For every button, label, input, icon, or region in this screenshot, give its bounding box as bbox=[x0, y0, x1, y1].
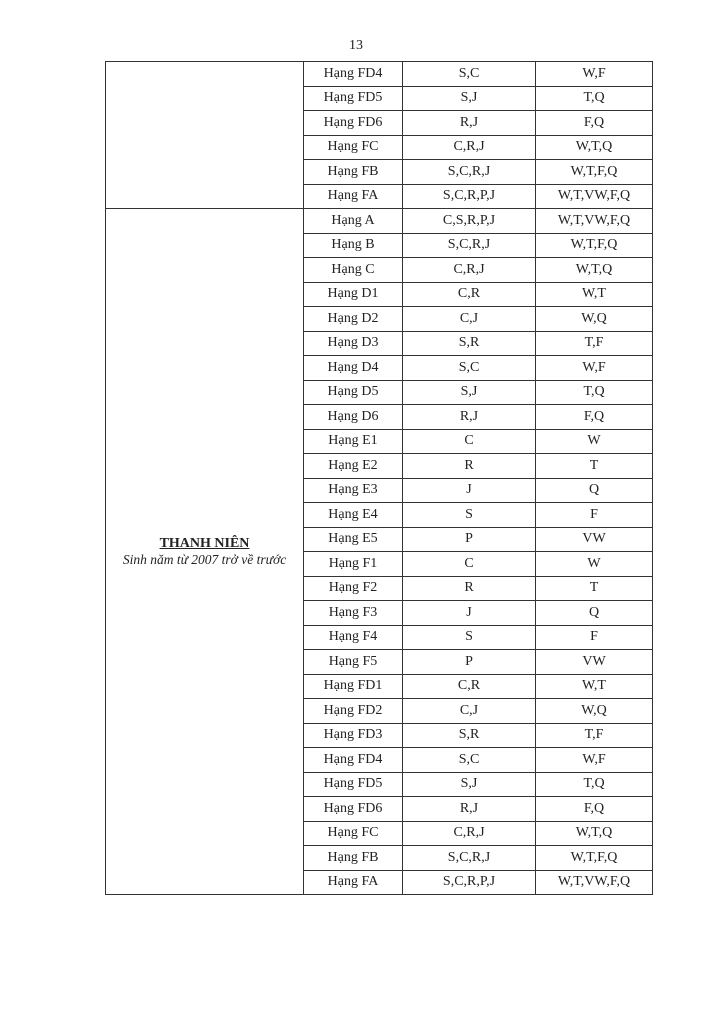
codes-cell: W,T,VW,F,Q bbox=[536, 209, 653, 234]
rank-cell: Hạng FD6 bbox=[304, 111, 403, 136]
sports-cell: S,J bbox=[403, 772, 536, 797]
age-group-title: THANH NIÊN bbox=[159, 535, 250, 551]
sports-cell: S,C,R,P,J bbox=[403, 870, 536, 895]
codes-cell: W,T bbox=[536, 674, 653, 699]
sports-cell: S bbox=[403, 503, 536, 528]
rank-cell: Hạng F3 bbox=[304, 601, 403, 626]
rank-cell: Hạng D5 bbox=[304, 380, 403, 405]
sports-cell: C,R bbox=[403, 674, 536, 699]
codes-cell: W,T,VW,F,Q bbox=[536, 870, 653, 895]
sports-cell: R bbox=[403, 454, 536, 479]
sports-cell: P bbox=[403, 650, 536, 675]
codes-cell: F bbox=[536, 503, 653, 528]
codes-cell: VW bbox=[536, 650, 653, 675]
sports-cell: S,C bbox=[403, 62, 536, 87]
rank-cell: Hạng FC bbox=[304, 135, 403, 160]
codes-cell: T,Q bbox=[536, 380, 653, 405]
sports-cell: S,C bbox=[403, 356, 536, 381]
age-group-cell bbox=[106, 209, 304, 895]
rank-cell: Hạng FD1 bbox=[304, 674, 403, 699]
codes-cell: T,Q bbox=[536, 772, 653, 797]
codes-cell: F,Q bbox=[536, 111, 653, 136]
sports-cell: C bbox=[403, 552, 536, 577]
rank-cell: Hạng E2 bbox=[304, 454, 403, 479]
codes-cell: VW bbox=[536, 527, 653, 552]
codes-cell: W bbox=[536, 429, 653, 454]
rank-cell: Hạng FB bbox=[304, 846, 403, 871]
rank-cell: Hạng FB bbox=[304, 160, 403, 185]
sports-cell: C,J bbox=[403, 699, 536, 724]
age-group-subtitle: Sinh năm từ 2007 trở về trước bbox=[122, 551, 287, 567]
rank-cell: Hạng E1 bbox=[304, 429, 403, 454]
page-number: 13 bbox=[349, 38, 363, 53]
rank-cell: Hạng E5 bbox=[304, 527, 403, 552]
sports-cell: S,C,R,J bbox=[403, 846, 536, 871]
sports-cell: C,R,J bbox=[403, 135, 536, 160]
codes-cell: F,Q bbox=[536, 797, 653, 822]
sports-cell: R,J bbox=[403, 797, 536, 822]
sports-cell: S,R bbox=[403, 723, 536, 748]
rank-cell: Hạng D2 bbox=[304, 307, 403, 332]
sports-cell: P bbox=[403, 527, 536, 552]
codes-cell: W,T bbox=[536, 282, 653, 307]
sports-cell: R,J bbox=[403, 405, 536, 430]
rank-cell: Hạng FD6 bbox=[304, 797, 403, 822]
rank-table-body bbox=[106, 62, 653, 895]
rank-cell: Hạng FD4 bbox=[304, 748, 403, 773]
codes-cell: W,T,F,Q bbox=[536, 233, 653, 258]
sports-cell: S,R bbox=[403, 331, 536, 356]
rank-cell: Hạng F2 bbox=[304, 576, 403, 601]
codes-cell: T bbox=[536, 454, 653, 479]
rank-cell: Hạng FD5 bbox=[304, 772, 403, 797]
sports-cell: S,C,R,P,J bbox=[403, 184, 536, 209]
sports-cell: J bbox=[403, 601, 536, 626]
rank-cell: Hạng FA bbox=[304, 184, 403, 209]
sports-cell: C,S,R,P,J bbox=[403, 209, 536, 234]
sports-cell: S,C,R,J bbox=[403, 160, 536, 185]
sports-cell: S,C,R,J bbox=[403, 233, 536, 258]
codes-cell: W bbox=[536, 552, 653, 577]
sports-cell: J bbox=[403, 478, 536, 503]
codes-cell: T,F bbox=[536, 331, 653, 356]
sports-cell: C,R,J bbox=[403, 821, 536, 846]
codes-cell: W,F bbox=[536, 748, 653, 773]
codes-cell: W,T,F,Q bbox=[536, 846, 653, 871]
sports-cell: S,C bbox=[403, 748, 536, 773]
rank-cell: Hạng D1 bbox=[304, 282, 403, 307]
codes-cell: W,T,VW,F,Q bbox=[536, 184, 653, 209]
rank-cell: Hạng F4 bbox=[304, 625, 403, 650]
codes-cell: W,T,Q bbox=[536, 821, 653, 846]
rank-cell: Hạng E4 bbox=[304, 503, 403, 528]
codes-cell: F bbox=[536, 625, 653, 650]
sports-cell: R,J bbox=[403, 111, 536, 136]
rank-cell: Hạng FA bbox=[304, 870, 403, 895]
codes-cell: T bbox=[536, 576, 653, 601]
rank-cell: Hạng FD2 bbox=[304, 699, 403, 724]
rank-cell: Hạng A bbox=[304, 209, 403, 234]
sports-cell: S bbox=[403, 625, 536, 650]
sports-cell: R bbox=[403, 576, 536, 601]
rank-cell: Hạng FD4 bbox=[304, 62, 403, 87]
rank-cell: Hạng FD5 bbox=[304, 86, 403, 111]
rank-cell: Hạng D4 bbox=[304, 356, 403, 381]
sports-cell: C,R,J bbox=[403, 258, 536, 283]
codes-cell: W,F bbox=[536, 356, 653, 381]
rank-cell: Hạng D3 bbox=[304, 331, 403, 356]
rank-cell: Hạng F1 bbox=[304, 552, 403, 577]
codes-cell: W,F bbox=[536, 62, 653, 87]
codes-cell: W,T,Q bbox=[536, 135, 653, 160]
codes-cell: W,T,Q bbox=[536, 258, 653, 283]
codes-cell: T,F bbox=[536, 723, 653, 748]
codes-cell: T,Q bbox=[536, 86, 653, 111]
rank-table bbox=[105, 61, 653, 895]
sports-cell: C bbox=[403, 429, 536, 454]
rank-cell: Hạng C bbox=[304, 258, 403, 283]
sports-cell: S,J bbox=[403, 86, 536, 111]
rank-cell: Hạng D6 bbox=[304, 405, 403, 430]
sports-cell: S,J bbox=[403, 380, 536, 405]
sports-cell: C,R bbox=[403, 282, 536, 307]
rank-cell: Hạng B bbox=[304, 233, 403, 258]
codes-cell: F,Q bbox=[536, 405, 653, 430]
rank-cell: Hạng F5 bbox=[304, 650, 403, 675]
codes-cell: Q bbox=[536, 601, 653, 626]
table-row bbox=[106, 209, 653, 234]
codes-cell: W,Q bbox=[536, 699, 653, 724]
codes-cell: Q bbox=[536, 478, 653, 503]
table-row bbox=[106, 62, 653, 87]
codes-cell: W,T,F,Q bbox=[536, 160, 653, 185]
rank-cell: Hạng FD3 bbox=[304, 723, 403, 748]
codes-cell: W,Q bbox=[536, 307, 653, 332]
sports-cell: C,J bbox=[403, 307, 536, 332]
previous-group-cell bbox=[106, 62, 304, 209]
rank-cell: Hạng FC bbox=[304, 821, 403, 846]
rank-cell: Hạng E3 bbox=[304, 478, 403, 503]
